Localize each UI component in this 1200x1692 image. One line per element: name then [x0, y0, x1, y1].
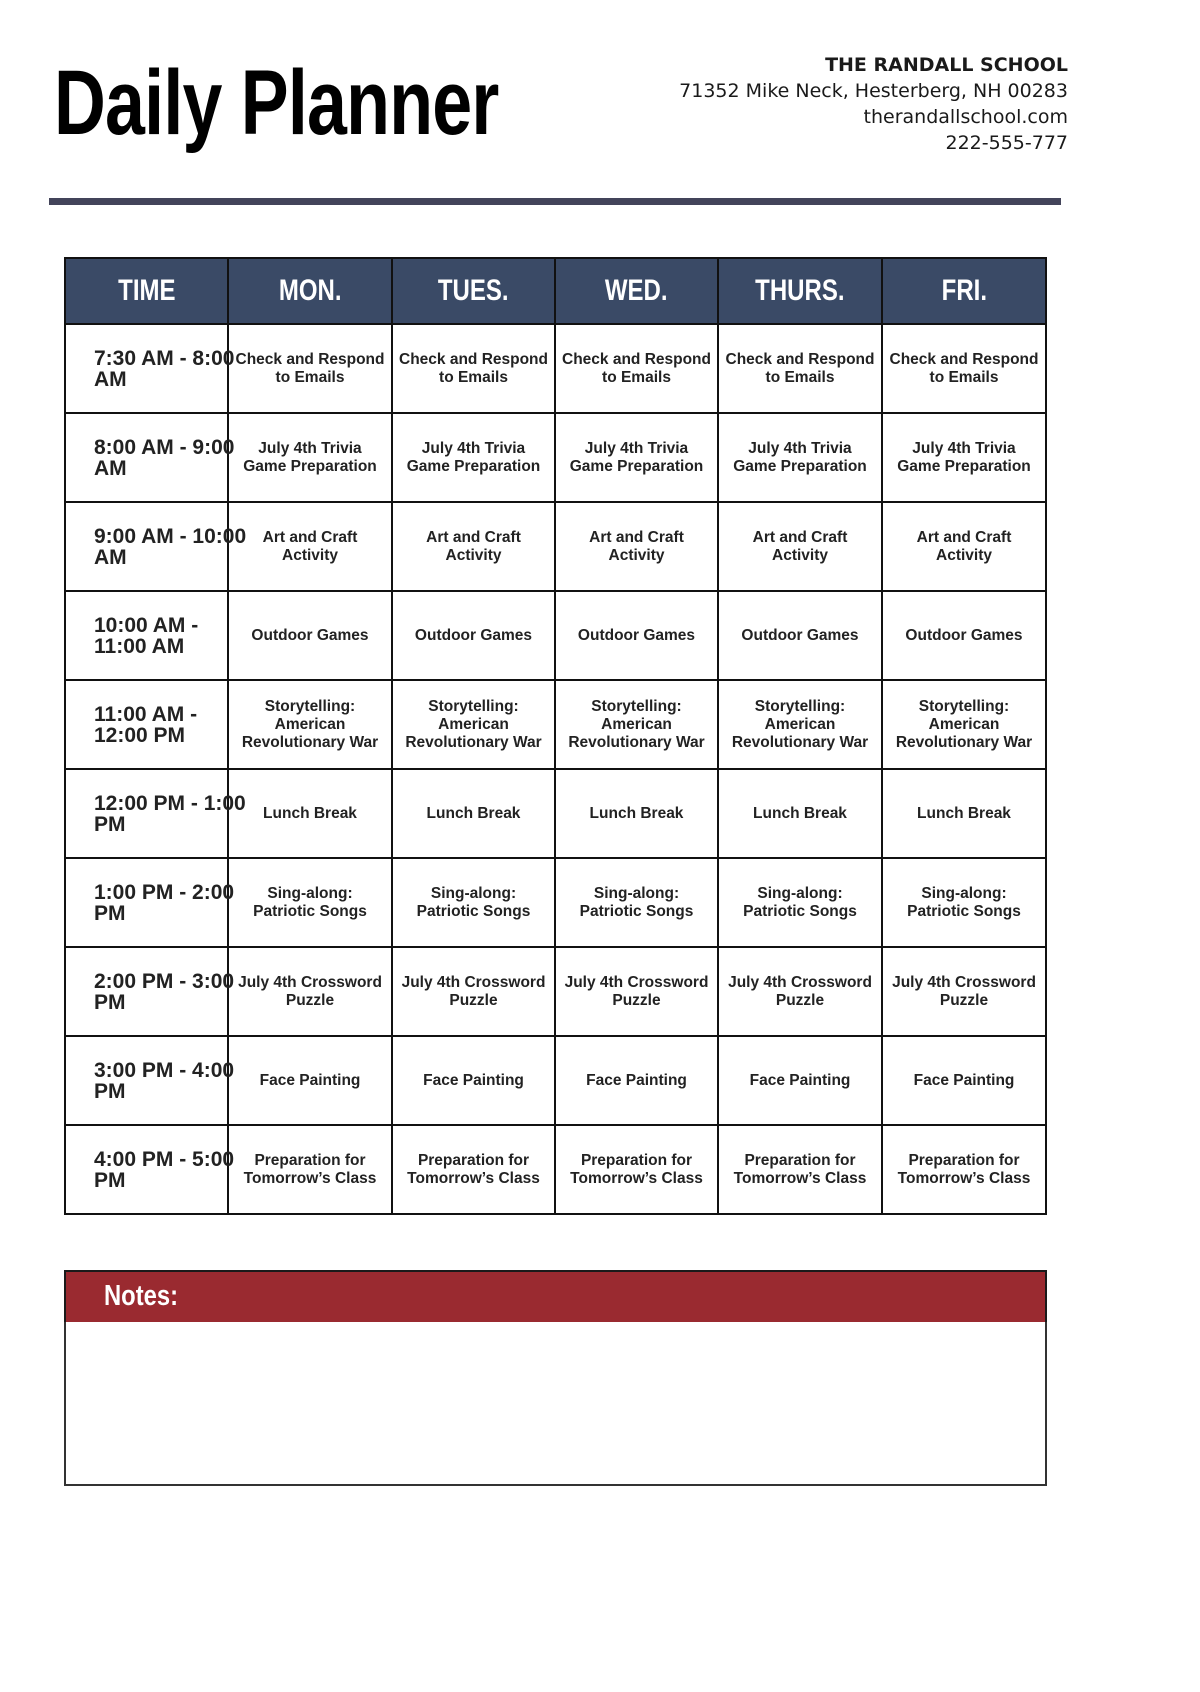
school-address: 71352 Mike Neck, Hesterberg, NH 00283: [679, 80, 1068, 102]
time-slot-label: 4:00 PM - 5:00 PM: [94, 1147, 235, 1192]
activity-cell-mon: [228, 324, 392, 413]
activity-label: Check and Respond to Emails: [725, 350, 875, 386]
time-slot-cell: [65, 591, 228, 680]
time-slot-label: 7:30 AM - 8:00 AM: [94, 346, 235, 391]
table-row: [65, 769, 1046, 858]
activity-label: July 4th Crossword Puzzle: [401, 973, 546, 1009]
activity-label: Lunch Break: [589, 804, 684, 822]
activity-cell-mon: [228, 769, 392, 858]
header-divider: [49, 198, 1061, 205]
activity-cell-mon: [228, 413, 392, 502]
activity-cell-fri: [882, 591, 1046, 680]
activity-label: Face Painting: [749, 1071, 851, 1089]
column-header-wed: WED.: [555, 258, 718, 324]
activity-cell-tues: [392, 1125, 555, 1214]
activity-label: Outdoor Games: [577, 626, 696, 644]
time-slot-label: 10:00 AM - 11:00 AM: [94, 613, 199, 658]
activity-cell-thurs: [718, 769, 882, 858]
table-row: [65, 413, 1046, 502]
table-row: [65, 858, 1046, 947]
activity-cell-thurs: [718, 680, 882, 769]
activity-label: Lunch Break: [263, 804, 357, 822]
school-phone: 222-555-777: [945, 132, 1068, 154]
activity-cell-fri: [882, 413, 1046, 502]
time-slot-cell: [65, 680, 228, 769]
table-row: [65, 324, 1046, 413]
column-header-thurs: THURS.: [718, 258, 882, 324]
activity-cell-fri: [882, 680, 1046, 769]
activity-cell-wed: [555, 502, 718, 591]
activity-label: July 4th Trivia Game Preparation: [897, 439, 1031, 475]
time-slot-cell: [65, 858, 235, 947]
activity-cell-thurs: [718, 591, 882, 680]
table-row: [65, 502, 1046, 591]
activity-label: Outdoor Games: [905, 626, 1023, 644]
activity-cell-fri: [882, 947, 1046, 1036]
activity-label: Face Painting: [913, 1071, 1015, 1089]
column-header-time: TIME: [65, 258, 228, 324]
activity-label: Art and Craft Activity: [589, 528, 684, 564]
time-slot-label: 3:00 PM - 4:00 PM: [94, 1058, 235, 1103]
activity-cell-mon: [228, 947, 392, 1036]
time-slot-label: 9:00 AM - 10:00 AM: [94, 524, 247, 569]
table-row: [65, 1036, 1046, 1125]
activity-label: Sing-along: Patriotic Songs: [743, 884, 857, 920]
activity-label: Sing-along: Patriotic Songs: [416, 884, 531, 920]
activity-cell-wed: [555, 591, 718, 680]
activity-cell-mon: [228, 680, 392, 769]
activity-label: July 4th Trivia Game Preparation: [569, 439, 704, 475]
activity-cell-tues: [392, 591, 555, 680]
time-slot-label: 11:00 AM - 12:00 PM: [94, 702, 198, 747]
activity-cell-wed: [555, 1125, 718, 1214]
activity-cell-tues: [392, 769, 555, 858]
activity-cell-mon: [228, 1036, 392, 1125]
activity-label: Sing-along: Patriotic Songs: [579, 884, 694, 920]
notes-label: Notes:: [104, 1280, 178, 1312]
time-slot-label: 1:00 PM - 2:00 PM: [94, 880, 235, 925]
activity-label: Check and Respond to Emails: [562, 350, 711, 386]
time-slot-label: 2:00 PM - 3:00 PM: [94, 969, 235, 1014]
activity-label: Outdoor Games: [251, 626, 369, 644]
activity-label: Art and Craft Activity: [426, 528, 521, 564]
activity-cell-thurs: [718, 947, 882, 1036]
activity-label: Preparation for Tomorrow’s Class: [570, 1151, 703, 1187]
activity-cell-wed: [555, 413, 718, 502]
activity-label: Check and Respond to Emails: [889, 350, 1039, 386]
activity-cell-thurs: [718, 858, 882, 947]
activity-cell-wed: [555, 680, 718, 769]
activity-label: Face Painting: [259, 1071, 361, 1089]
activity-cell-tues: [392, 680, 555, 769]
activity-label: Face Painting: [423, 1071, 524, 1089]
activity-cell-mon: [228, 1125, 392, 1214]
time-slot-cell: [65, 769, 246, 858]
activity-label: Art and Craft Activity: [916, 528, 1012, 564]
time-slot-cell: [65, 502, 247, 591]
activity-label: Art and Craft Activity: [752, 528, 848, 564]
time-slot-cell: [65, 1036, 235, 1125]
activity-label: July 4th Trivia Game Preparation: [406, 439, 541, 475]
activity-label: Check and Respond to Emails: [399, 350, 548, 386]
activity-label: Preparation for Tomorrow’s Class: [407, 1151, 540, 1187]
activity-cell-fri: [882, 324, 1046, 413]
activity-label: Check and Respond to Emails: [235, 350, 385, 386]
activity-cell-mon: [228, 858, 392, 947]
activity-label: Storytelling: American Revolutionary War: [568, 697, 705, 751]
column-header-tues: TUES.: [392, 258, 555, 324]
activity-label: Preparation for Tomorrow’s Class: [897, 1151, 1031, 1187]
activity-label: Face Painting: [586, 1071, 687, 1089]
activity-label: Lunch Break: [917, 804, 1011, 822]
time-slot-cell: [65, 947, 235, 1036]
activity-label: Preparation for Tomorrow’s Class: [243, 1151, 377, 1187]
table-row: [65, 1125, 1046, 1214]
activity-cell-tues: [392, 324, 555, 413]
activity-label: Lunch Break: [753, 804, 847, 822]
time-slot-label: 8:00 AM - 9:00 AM: [94, 435, 235, 480]
activity-cell-tues: [392, 947, 555, 1036]
table-row: [65, 947, 1046, 1036]
activity-cell-mon: [228, 502, 392, 591]
activity-cell-wed: [555, 858, 718, 947]
activity-cell-wed: [555, 947, 718, 1036]
time-slot-cell: [65, 324, 235, 413]
time-slot-cell: [65, 1125, 235, 1214]
activity-label: Storytelling: American Revolutionary War: [895, 697, 1033, 751]
school-info: [679, 52, 1068, 156]
activity-label: July 4th Crossword Puzzle: [238, 973, 382, 1009]
activity-label: Storytelling: American Revolutionary War: [405, 697, 542, 751]
activity-label: Lunch Break: [426, 804, 521, 822]
school-website: therandallschool.com: [863, 106, 1068, 128]
activity-label: Sing-along: Patriotic Songs: [907, 884, 1021, 920]
time-slot-cell: [65, 413, 235, 502]
column-header-fri: FRI.: [882, 258, 1046, 324]
school-name: THE RANDALL SCHOOL: [825, 54, 1068, 76]
activity-cell-tues: [392, 1036, 555, 1125]
page-title: Daily Planner: [54, 52, 499, 154]
time-slot-label: 12:00 PM - 1:00 PM: [94, 791, 246, 836]
activity-label: July 4th Trivia Game Preparation: [733, 439, 867, 475]
activity-cell-thurs: [718, 413, 882, 502]
activity-label: Storytelling: American Revolutionary War: [241, 697, 379, 751]
activity-cell-tues: [392, 858, 555, 947]
activity-cell-thurs: [718, 1125, 882, 1214]
activity-label: Sing-along: Patriotic Songs: [253, 884, 367, 920]
activity-cell-thurs: [718, 1036, 882, 1125]
activity-label: Outdoor Games: [414, 626, 533, 644]
activity-cell-wed: [555, 769, 718, 858]
table-row: [65, 591, 1046, 680]
notes-area[interactable]: [64, 1322, 1047, 1486]
activity-cell-thurs: [718, 502, 882, 591]
activity-label: Outdoor Games: [741, 626, 859, 644]
activity-label: July 4th Trivia Game Preparation: [243, 439, 377, 475]
activity-label: July 4th Crossword Puzzle: [728, 973, 872, 1009]
activity-cell-wed: [555, 324, 718, 413]
table-row: [65, 680, 1046, 769]
activity-label: Storytelling: American Revolutionary War: [731, 697, 869, 751]
activity-cell-wed: [555, 1036, 718, 1125]
activity-cell-fri: [882, 769, 1046, 858]
activity-cell-thurs: [718, 324, 882, 413]
activity-cell-fri: [882, 1036, 1046, 1125]
activity-cell-tues: [392, 502, 555, 591]
activity-label: Preparation for Tomorrow’s Class: [733, 1151, 867, 1187]
activity-label: July 4th Crossword Puzzle: [564, 973, 709, 1009]
activity-label: July 4th Crossword Puzzle: [892, 973, 1036, 1009]
activity-cell-tues: [392, 413, 555, 502]
table-header-row: [65, 258, 1046, 324]
column-header-mon: MON.: [228, 258, 392, 324]
activity-cell-fri: [882, 502, 1046, 591]
activity-cell-mon: [228, 591, 392, 680]
activity-cell-fri: [882, 858, 1046, 947]
activity-cell-fri: [882, 1125, 1046, 1214]
schedule-table: [64, 257, 1047, 1215]
notes-header: [64, 1270, 1047, 1324]
activity-label: Art and Craft Activity: [262, 528, 358, 564]
